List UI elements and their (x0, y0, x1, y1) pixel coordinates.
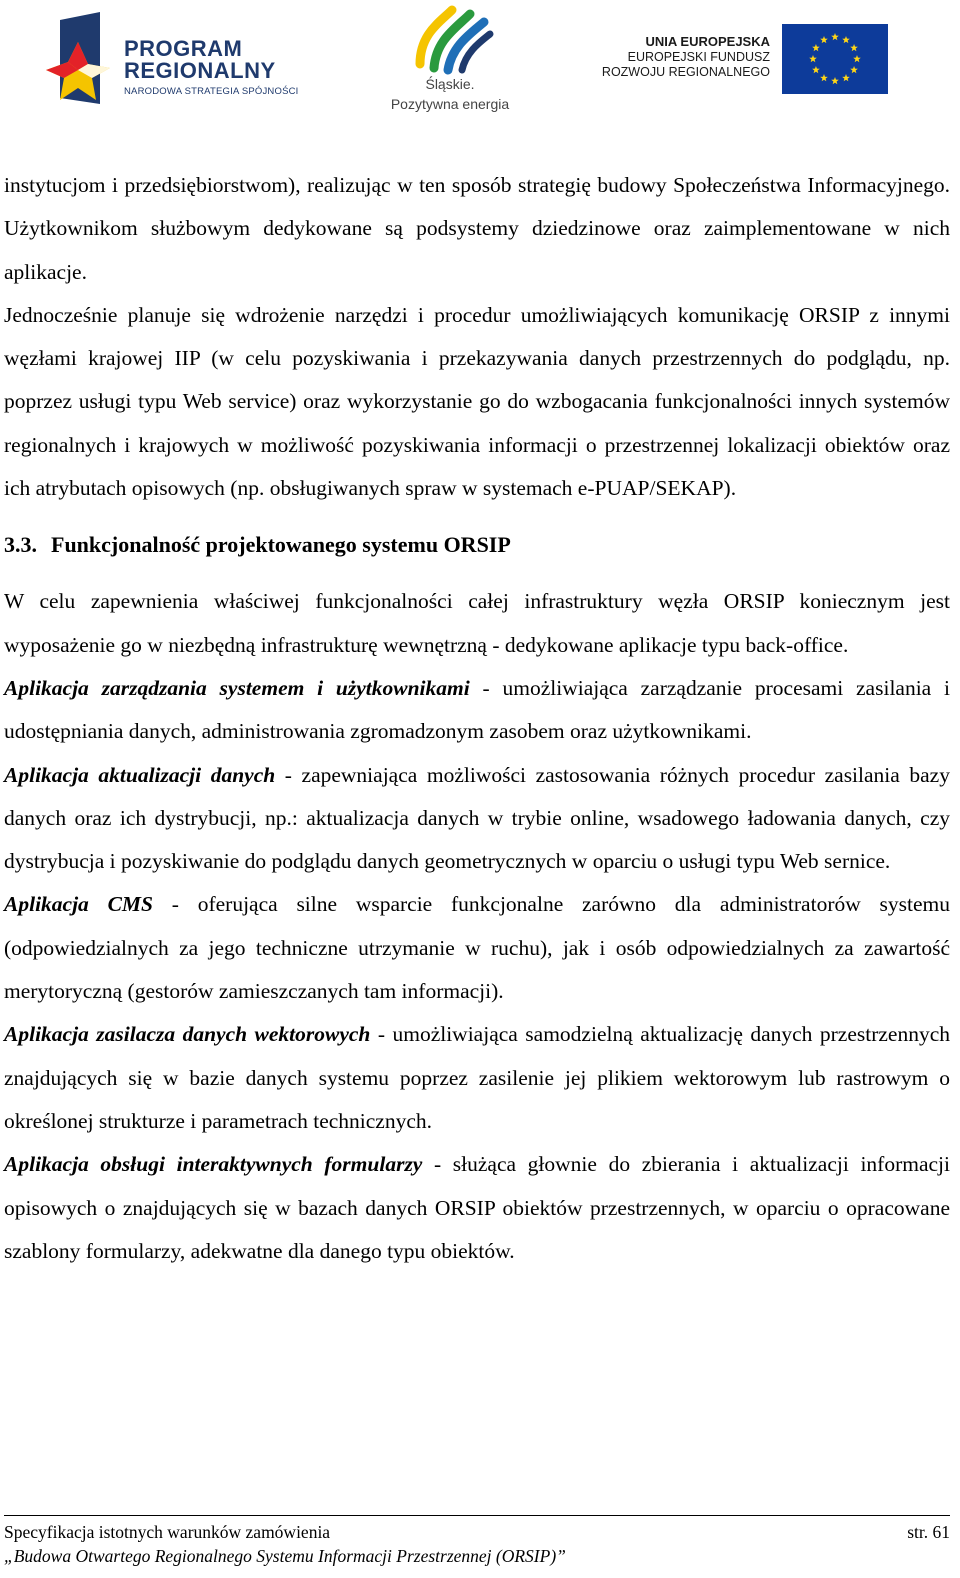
footer-row (4, 1520, 950, 1544)
app-term: Aplikacja aktualizacji danych (4, 762, 276, 787)
footer-spec-title: Specyfikacja istotnych warunków zamówienia (4, 1522, 331, 1542)
paragraph-intro: instytucjom i przedsiębiorstwom), realizując w ten sposób strategię budowy Społeczeństwa Informacyjnego. Użytkownikom służbowym dedykowane są podsystemy dziedzinowe oraz zaimplementowane w nich aplikacje. (4, 173, 950, 284)
app-paragraph (4, 1143, 950, 1273)
document-body (4, 164, 950, 1273)
eu-flag-icon (782, 24, 888, 94)
program-logo-text (124, 38, 299, 97)
logo-header (0, 0, 960, 130)
app-desc: - zapewniająca możliwości zastosowania różnych procedur zasilania bazy danych oraz ich dystrybucji, np.: aktualizacja danych w trybie online, wsadowego ładowania danych, czy dystrybucja i pozyskiwanie do podglądu danych geometrycznych w oparciu o usługi typu Web sernice. (4, 762, 950, 874)
slaskie-logo-name: Śląskie. (425, 76, 475, 92)
app-desc: - umożliwiająca samodzielną aktualizację danych przestrzennych znajdujących się w bazie danych systemu poprzez zasilenie jej plikiem wektorowym lub rastrowym o określonej strukturze i parametrach technicznych. (4, 1022, 950, 1133)
app-term: Aplikacja zarządzania systemem i użytkownikami (4, 675, 470, 700)
program-regionalny-logo (44, 12, 334, 104)
eu-fund-logo (588, 24, 888, 96)
app-term: Aplikacja zasilacza danych wektorowych (4, 1022, 371, 1047)
program-logo-line3: NARODOWA STRATEGIA SPÓJNOŚCI (124, 86, 299, 97)
app-desc: - umożliwiająca zarządzanie procesami zasilania i udostępniania danych, administrowania zgromadzonym zasobem oraz użytkownikami. (4, 675, 951, 744)
app-paragraph (4, 883, 950, 1013)
section-title: Funkcjonalność projektowanego systemu ORSIP (51, 532, 511, 558)
eu-logo-line1: UNIA EUROPEJSKA (645, 34, 770, 49)
paragraph-backoffice: W celu zapewnienia właściwej funkcjonalności całej infrastruktury węzła ORSIP koniecznym jest wyposażenie go w niezbędną infrastrukturę wewnętrzną - dedykowane aplikacje typu back-office. (4, 589, 950, 657)
paragraph-communication: Jednocześnie planuje się wdrożenie narzędzi i procedur umożliwiających komunikację ORSIP z innymi węzłami krajowej IIP (w celu pozyskiwania i przekazywania danych przestrzennych do podglądu, np. poprzez usługi typu Web service) oraz wykorzystanie go do wzbogacania funkcjonalności innych systemów regionalnych i krajowych w możliwość pozyskiwania informacji o przestrzennej lokalizacji obiektów oraz ich atrybutach opisowych (np. obsługiwanych spraw w systemach e-PUAP/SEKAP). (4, 302, 950, 501)
app-desc: - służąca głownie do zbierania i aktualizacji informacji opisowych o znajdujących się w bazach danych ORSIP obiektów przestrzennych, w oparciu o opracowane szablony formularzy, adekwatne dla danego typu obiektów. (4, 1152, 950, 1263)
app-paragraph (4, 1013, 950, 1143)
app-desc: - oferująca silne wsparcie funkcjonalne zarówno dla administratorów systemu (odpowiedzialnych za jego techniczne utrzymanie w ruchu), jak i osób odpowiedzialnych za zawartość merytoryczną (gestorów zamieszczanych tam informacji). (4, 892, 951, 1004)
page-footer (4, 1515, 950, 1568)
app-paragraph (4, 754, 950, 884)
eu-logo-line3: ROZWOJU REGIONALNEGO (601, 65, 770, 79)
section-heading (4, 532, 950, 558)
eu-logo-line2: EUROPEJSKI FUNDUSZ (627, 50, 770, 64)
section-number: 3.3. (4, 532, 37, 558)
program-logo-line2: REGIONALNY (124, 58, 276, 83)
eu-logo-text (602, 34, 770, 80)
page-number: str. 61 (907, 1522, 950, 1542)
slaskie-logo-tagline: Pozytywna energia (390, 96, 510, 112)
slaskie-logo (380, 4, 520, 116)
app-term: Aplikacja CMS (4, 892, 153, 917)
app-paragraph (4, 667, 950, 754)
app-term: Aplikacja obsługi interaktywnych formularzy (4, 1152, 423, 1177)
program-star-icon (44, 12, 124, 104)
program-logo-line1: PROGRAM (124, 36, 243, 61)
footer-project-title: „Budowa Otwartego Regionalnego Systemu Informacji Przestrzennej (ORSIP)” (4, 1546, 566, 1566)
slaskie-waves-icon (380, 4, 520, 76)
